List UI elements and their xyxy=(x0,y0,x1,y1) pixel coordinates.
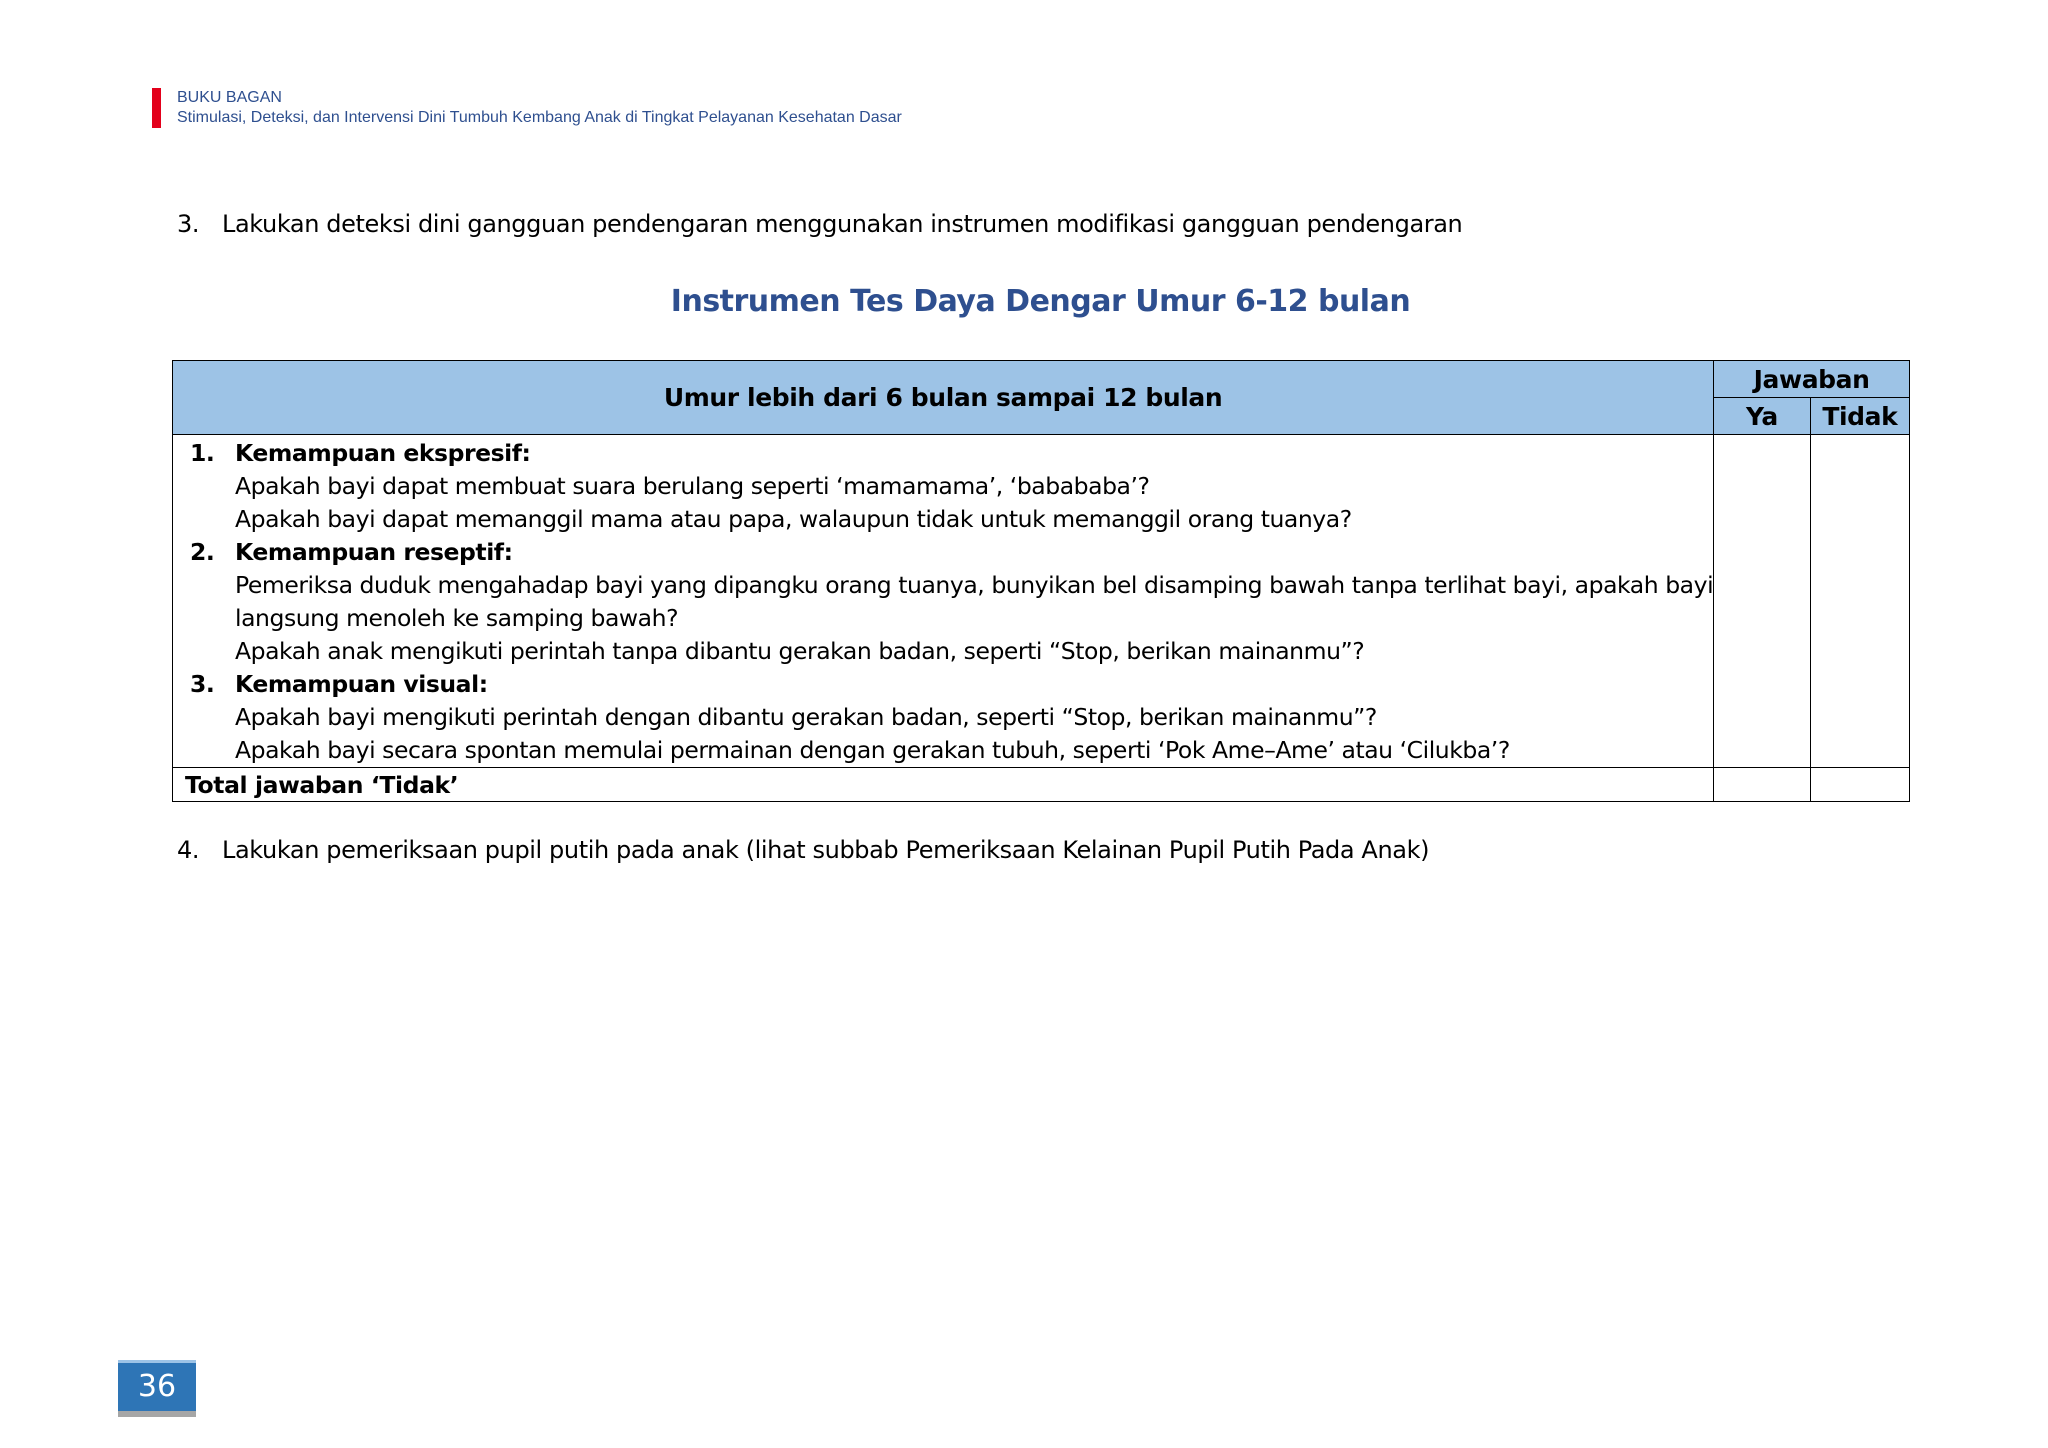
total-yes-cell[interactable] xyxy=(1714,768,1810,802)
answer-no-cell[interactable] xyxy=(1810,435,1909,768)
total-no-cell[interactable] xyxy=(1810,768,1909,802)
step-number: 3. xyxy=(177,210,200,238)
question-line: Pemeriksa duduk mengahadap bayi yang dipangku orang tuanya, bunyikan bel disamping bawah tanpa terlihat bayi, apakah bayi xyxy=(235,571,1714,599)
instrument-title: Instrumen Tes Daya Dengar Umur 6-12 bulan xyxy=(670,284,1411,319)
header-subtitle: Stimulasi, Deteksi, dan Intervensi Dini Tumbuh Kembang Anak di Tingkat Pelayanan Kesehatan Dasar xyxy=(177,109,902,126)
total-no-label: Total jawaban ‘Tidak’ xyxy=(173,768,1714,802)
question-line: Apakah bayi secara spontan memulai permainan dengan gerakan tubuh, seperti ‘Pok Ame–Ame’ atau ‘Cilukba’? xyxy=(235,736,1510,764)
answer-yes-cell[interactable] xyxy=(1714,435,1810,768)
question-line: Apakah bayi dapat membuat suara berulang seperti ‘mamamama’, ‘babababa’? xyxy=(235,472,1150,500)
header-age-range: Umur lebih dari 6 bulan sampai 12 bulan xyxy=(173,361,1714,435)
step-4 xyxy=(177,836,1429,864)
header-no: Tidak xyxy=(1810,398,1909,435)
instrument-table xyxy=(172,360,1910,802)
question-line: Apakah anak mengikuti perintah tanpa dibantu gerakan badan, seperti “Stop, berikan mainanmu”? xyxy=(235,637,1365,665)
header-title: BUKU BAGAN xyxy=(177,89,282,106)
questions-cell xyxy=(173,435,1714,768)
header-answer: Jawaban xyxy=(1714,361,1910,398)
step-text: Lakukan pemeriksaan pupil putih pada anak (lihat subbab Pemeriksaan Kelainan Pupil Putih Pada Anak) xyxy=(222,836,1430,864)
header-yes: Ya xyxy=(1714,398,1810,435)
step-3 xyxy=(177,210,1462,238)
question-line: Apakah bayi dapat memanggil mama atau papa, walaupun tidak untuk memanggil orang tuanya? xyxy=(235,505,1352,533)
page-number: 36 xyxy=(118,1360,196,1417)
step-text: Lakukan deteksi dini gangguan pendengaran menggunakan instrumen modifikasi gangguan pendengaran xyxy=(222,210,1463,238)
step-number: 4. xyxy=(177,836,200,864)
category-row: 1. Kemampuan ekspresif: xyxy=(190,439,531,467)
category-row: 3. Kemampuan visual: xyxy=(190,670,488,698)
question-line: langsung menoleh ke samping bawah? xyxy=(235,604,679,632)
header-accent-bar xyxy=(152,88,161,128)
category-row: 2. Kemampuan reseptif: xyxy=(190,538,513,566)
question-line: Apakah bayi mengikuti perintah dengan dibantu gerakan badan, seperti “Stop, berikan mainanmu”? xyxy=(235,703,1377,731)
